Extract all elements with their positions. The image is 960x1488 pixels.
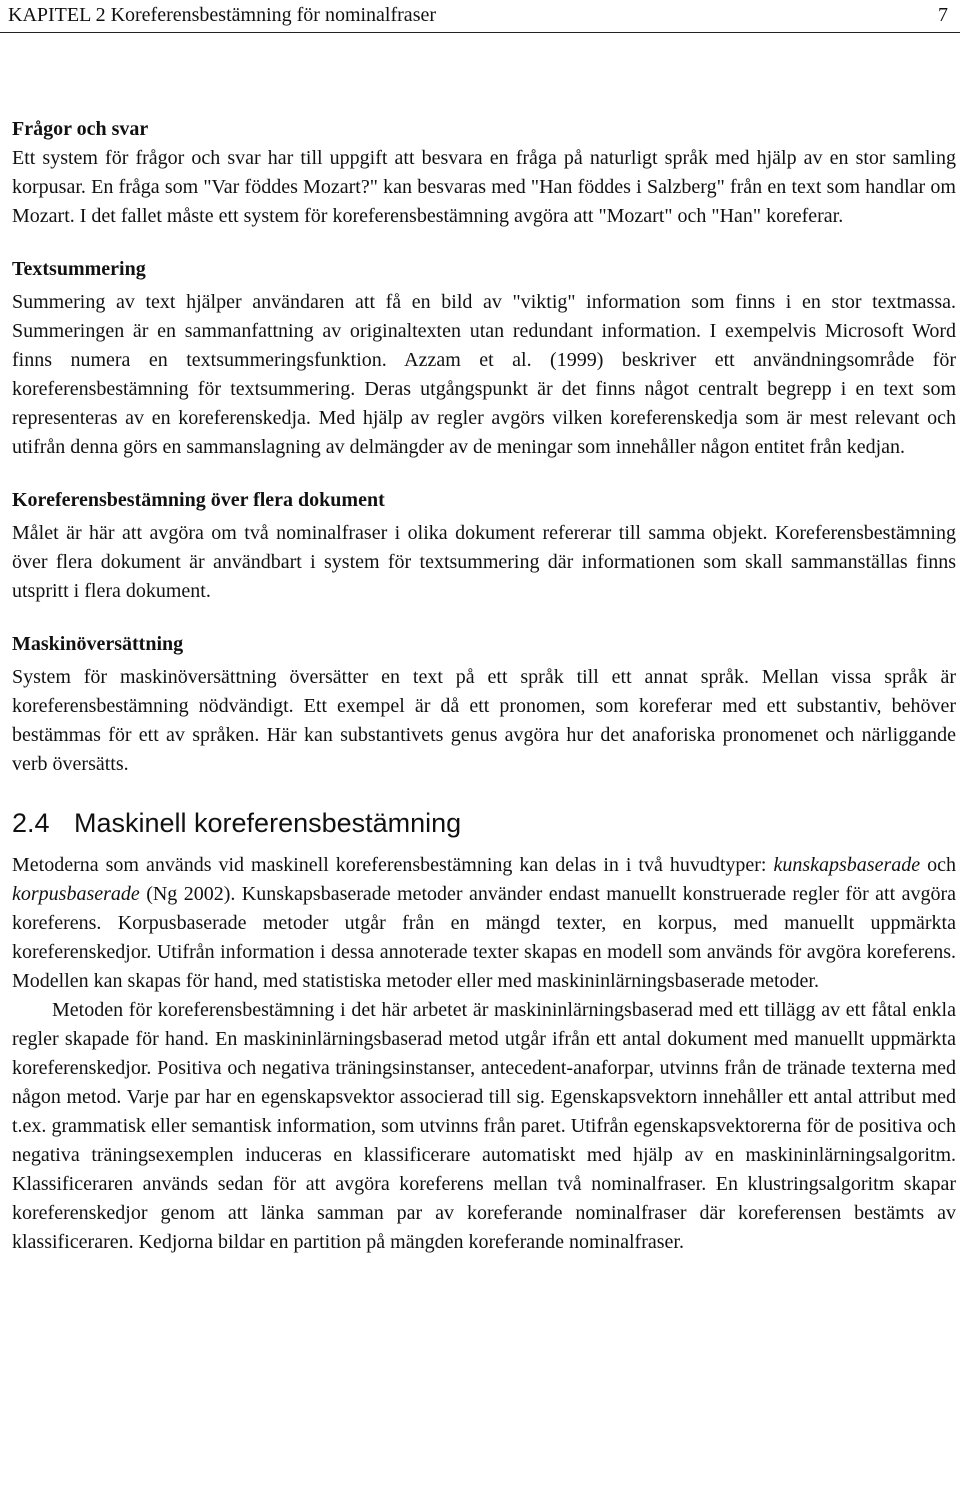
p1-text-a: Metoderna som används vid maskinell koreferensbestämning kan delas in i två huvudtyper: (12, 854, 774, 876)
section-number: 2.4 (12, 808, 50, 838)
running-header (0, 0, 960, 33)
paragraph-2-4-1 (12, 851, 956, 996)
p1-text-b: och (920, 854, 956, 876)
section-heading-summering: Textsummering (12, 258, 146, 280)
section-heading-multidoc: Koreferensbestämning över flera dokument (12, 489, 385, 511)
page-number: 7 (938, 4, 948, 26)
section-summering (12, 254, 956, 462)
section-title-2-4 (12, 803, 956, 843)
section-title-text: Maskinell koreferensbestämning (74, 808, 462, 838)
p1-text-c: (Ng 2002). Kunskapsbaserade metoder använder endast manuellt konstruerade regler för att avgöra koreferens. Korpusbaserade metoder utgår från en mängd texter, en korpus, med manuellt uppmärkta koreferenskedjor. Utifrån information i dessa annoterade texter skapas en modell som används för avgöra koreferens. Modellen kan skapas för hand, med statistiska metoder eller med maskininlärningsbaserade metoder. (12, 883, 956, 992)
section-2-4 (12, 803, 956, 1257)
paragraph-2-4-2: Metoden för koreferensbestämning i det här arbetet är maskininlärningsbaserad med ett tillägg av ett fåtal enkla regler skapade för hand. En maskininlärningsbaserad metod utgår ifrån ett antal dokument med manuellt uppmärkta koreferenskedjor. Positiva och negativa träningsinstanser, antecedent-anaforpar, utvinns från de tränade texterna med någon metod. Varje par har en egenskapsvektor associerad till sig. Egenskapsvektorn innehåller ett antal attribut med t.ex. grammatisk eller semantisk information, som utvinns från paret. Utifrån egenskapsvektorerna för de positiva och negativa träningsexemplen induceras en klassificerare automatiskt med hjälp av en maskininlärningsalgoritm. Klassificeraren används sedan för att avgöra koreferens mellan två nominalfraser. En klustringsalgoritm skapar koreferenskedjor genom att länka samman par av koreferande nominalfraser där koreferensen bestämts av klassificeraren. Kedjorna bildar en partition på mängden koreferande nominalfraser. (12, 999, 956, 1253)
chapter-title: KAPITEL 2 Koreferensbestämning för nominalfraser (8, 4, 437, 26)
page-body (12, 114, 956, 1257)
section-heading-maskinoversattning: Maskinöversättning (12, 633, 184, 655)
paragraph-qa: Ett system för frågor och svar har till uppgift att besvara en fråga på naturligt språk med hjälp av en stor samling korpusar. En fråga som "Var föddes Mozart?" kan besvaras med "Han föddes i Salzberg" från en text som handlar om Mozart. I det fallet måste ett system för koreferensbestämning avgöra att "Mozart" och "Han" koreferar. (12, 147, 956, 227)
section-heading-qa: Frågor och svar (12, 118, 149, 140)
paragraph-maskinoversattning: System för maskinöversättning översätter en text på ett språk till ett annat språk. Mellan vissa språk är koreferensbestämning nödvändigt. Ett exempel är då ett pronomen, som koreferar med ett substantiv, behöver bestämmas för ett av språken. Här kan substantivets genus avgöra hur det anaforiska pronomenet och närliggande verb översätts. (12, 666, 956, 775)
term-kunskapsbaserade: kunskapsbaserade (773, 854, 921, 876)
section-qa (12, 114, 956, 231)
section-maskinoversattning (12, 629, 956, 779)
paragraph-multidoc: Målet är här att avgöra om två nominalfraser i olika dokument refererar till samma objekt. Koreferensbestämning över flera dokument är användbart i system för textsummering där informationen som skall sammanställas finns utspritt i flera dokument. (12, 522, 956, 602)
term-korpusbaserade: korpusbaserade (12, 883, 140, 905)
paragraph-summering: Summering av text hjälper användaren att få en bild av "viktig" information som finns i en stor textmassa. Summeringen är en sammanfattning av originaltexten utan redundant information. I exempelvis Microsoft Word finns numera en textsummeringsfunktion. Azzam et al. (1999) beskriver ett användningsområde för koreferensbestämning för textsummering. Deras utgångspunkt är det finns något centralt begrepp i en text som representeras av en koreferenskedja. Med hjälp av regler avgörs vilken koreferenskedja som är mest relevant och utifrån denna görs en sammanslagning av delmängder av de meningar som innehåller någon entitet från kedjan. (12, 291, 956, 458)
section-multidoc (12, 485, 956, 606)
